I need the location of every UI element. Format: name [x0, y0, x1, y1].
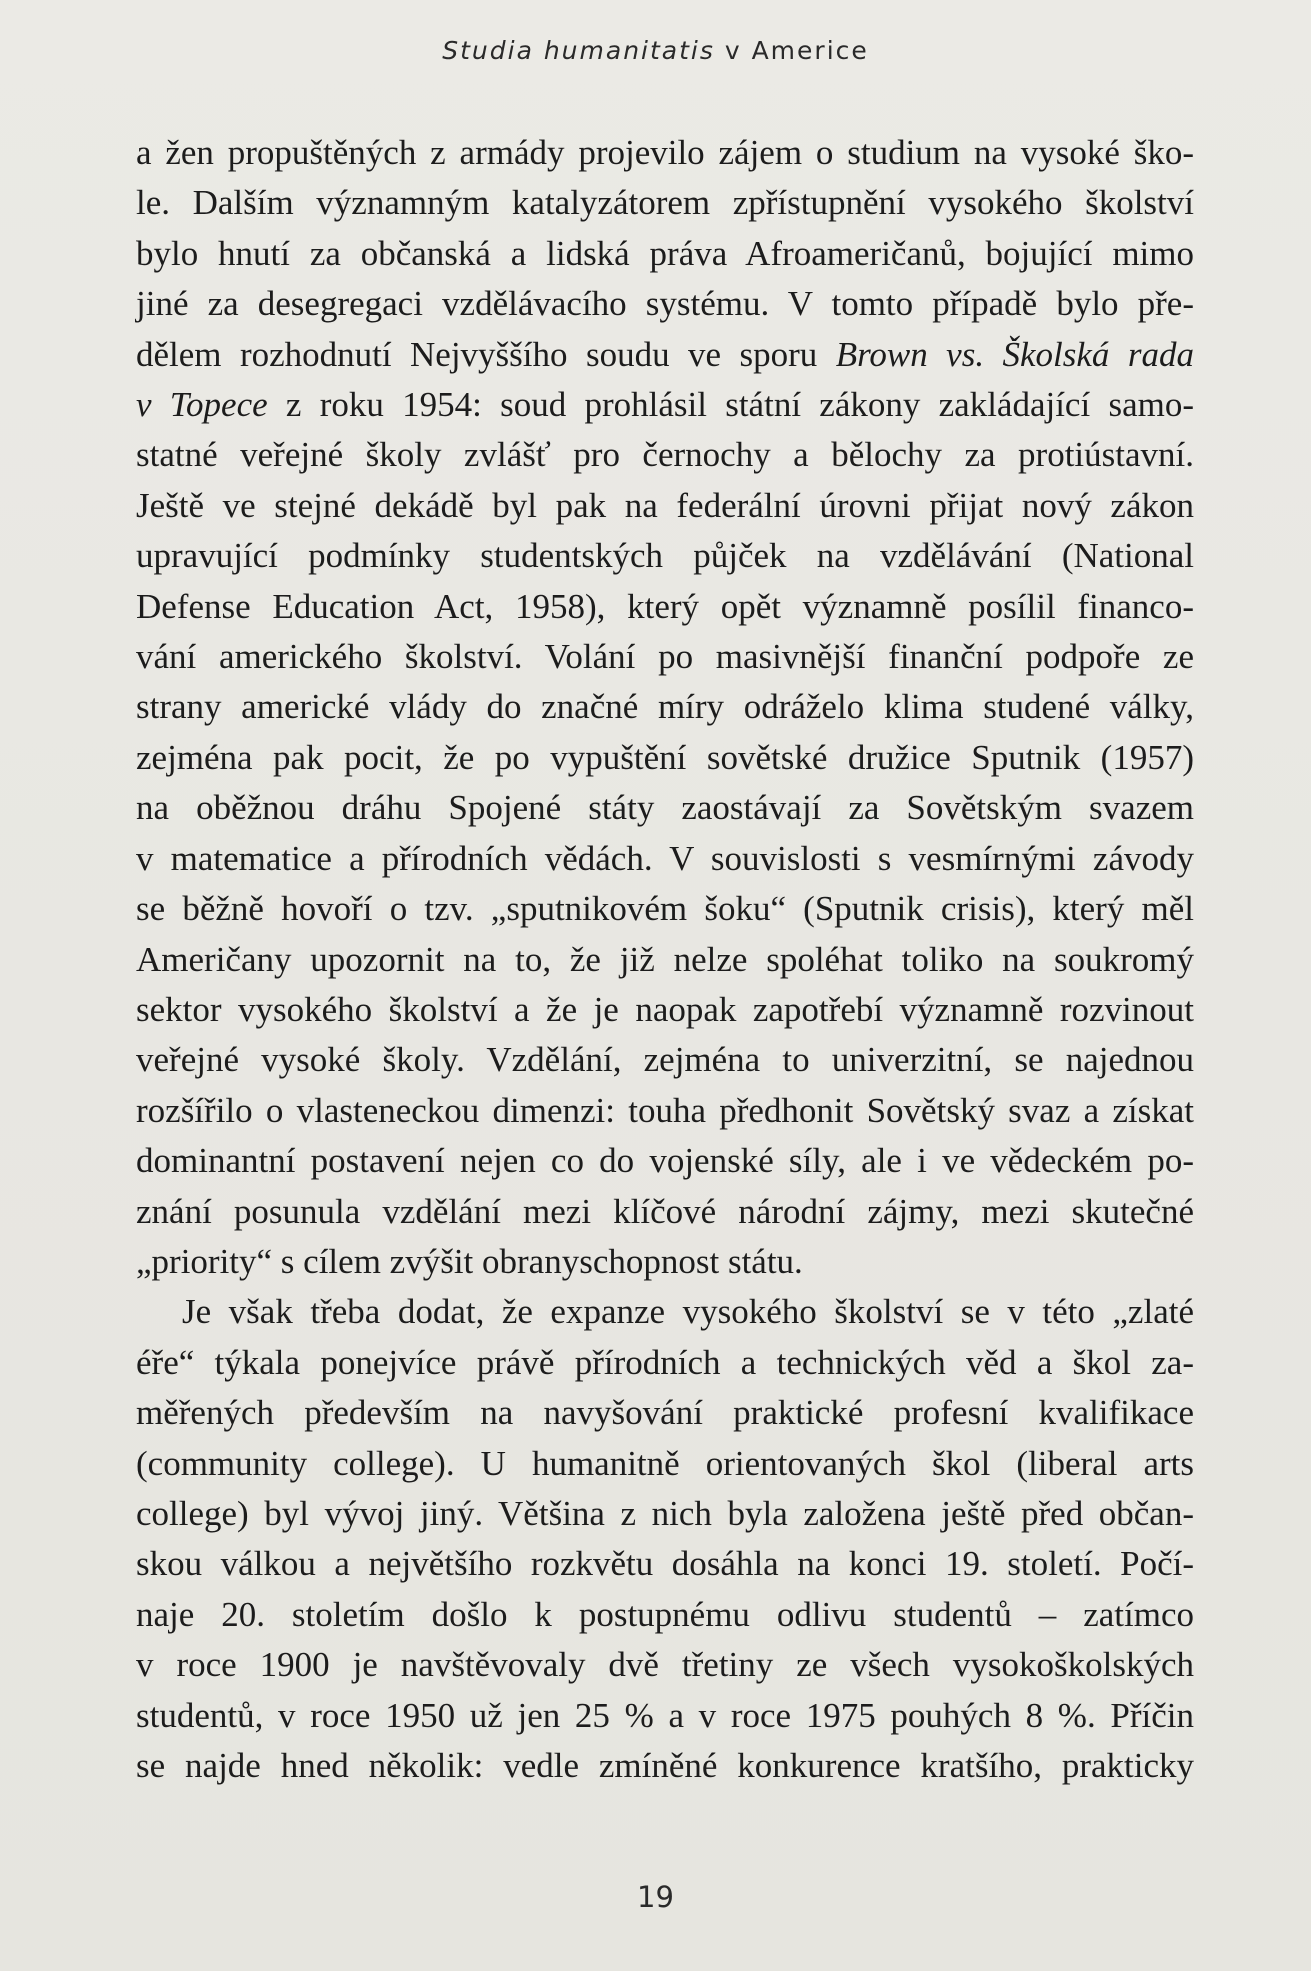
- text-line: vání amerického školství. Volání po masivnější finanční podpoře ze: [136, 637, 1194, 677]
- text-line: bylo hnutí za občanská a lidská práva Afroameričanů, bojující mimo: [136, 233, 1194, 273]
- text-fragment: z roku 1954: soud prohlásil státní zákony zakládající samo-: [267, 385, 1194, 425]
- text-line: měřených především na navyšování praktické profesní kvalifikace: [136, 1393, 1194, 1433]
- running-head-italic: Studia humanitatis: [442, 36, 715, 65]
- text-line: znání posunula vzdělání mezi klíčové národní zájmy, mezi skutečné: [136, 1191, 1194, 1231]
- text-line: zejména pak pocit, že po vypuštění sovětské družice Sputnik (1957): [136, 737, 1194, 777]
- text-line: rozšířilo o vlasteneckou dimenzi: touha předhonit Sovětský svaz a získat: [136, 1090, 1194, 1130]
- running-head-rest: v Americe: [714, 36, 869, 65]
- text-line: naje 20. stoletím došlo k postupnému odlivu studentů – zatímco: [136, 1594, 1194, 1634]
- case-name-italic: Brown vs. Školská rada: [835, 334, 1194, 374]
- text-line: Američany upozornit na to, že již nelze spoléhat toliko na soukromý: [136, 939, 1194, 979]
- paragraph-2: [136, 1287, 1194, 1791]
- text-fragment: dělem rozhodnutí Nejvyššího soudu ve sporu: [136, 334, 836, 374]
- text-line: „priority“ s cílem zvýšit obranyschopnost státu.: [136, 1241, 803, 1281]
- text-line: se najde hned několik: vedle zmíněné konkurence kratšího, prakticky: [136, 1746, 1194, 1785]
- text-line: le. Dalším významným katalyzátorem zpřístupnění vysokého školství: [136, 183, 1194, 223]
- text-line: strany americké vlády do značné míry odráželo klima studené války,: [136, 687, 1194, 727]
- text-line: veřejné vysoké školy. Vzdělání, zejména to univerzitní, se najednou: [136, 1040, 1194, 1080]
- text-line: v matematice a přírodních vědách. V souvislosti s vesmírnými závody: [136, 838, 1194, 878]
- text-line: upravující podmínky studentských půjček na vzdělávání (National: [136, 536, 1194, 576]
- text-line: Defense Education Act, 1958), který opět významně posílil financo-: [136, 586, 1194, 626]
- text-line: éře“ týkala ponejvíce právě přírodních a technických věd a škol za-: [136, 1342, 1194, 1382]
- text-line: college) byl vývoj jiný. Většina z nich byla založena ještě před občan-: [136, 1493, 1194, 1533]
- running-head: [0, 36, 1311, 65]
- text-line: studentů, v roce 1950 už jen 25 % a v roce 1975 pouhých 8 %. Příčin: [136, 1695, 1194, 1735]
- text-line: statné veřejné školy zvlášť pro černochy a bělochy za protiústavní.: [136, 435, 1194, 475]
- paragraph-1: [136, 128, 1194, 1287]
- page-number: 19: [637, 1880, 674, 1914]
- text-line: [136, 380, 1194, 430]
- text-line: v roce 1900 je navštěvovaly dvě třetiny ze všech vysokoškolských: [136, 1645, 1194, 1685]
- text-line: [136, 330, 1194, 380]
- text-line: skou válkou a největšího rozkvětu dosáhla na konci 19. století. Počí-: [136, 1544, 1194, 1584]
- body-text: [136, 128, 1194, 1791]
- text-line: Je však třeba dodat, že expanze vysokého školství se v této „zlaté: [182, 1292, 1194, 1332]
- text-line: jiné za desegregaci vzdělávacího systému. V tomto případě bylo pře-: [136, 284, 1194, 324]
- text-line: dominantní postavení nejen co do vojenské síly, ale i ve vědeckém po-: [136, 1141, 1194, 1181]
- case-name-italic-continued: v Topece: [136, 385, 268, 425]
- text-line: na oběžnou dráhu Spojené státy zaostávají za Sovětským svazem: [136, 788, 1194, 828]
- text-line: a žen propuštěných z armády projevilo zájem o studium na vysoké ško-: [136, 133, 1194, 172]
- text-line: se běžně hovoří o tzv. „sputnikovém šoku“ (Sputnik crisis), který měl: [136, 889, 1194, 929]
- text-line: sektor vysokého školství a že je naopak zapotřebí významně rozvinout: [136, 989, 1194, 1029]
- text-line: Ještě ve stejné dekádě byl pak na federální úrovni přijat nový zákon: [136, 485, 1194, 525]
- text-line: (community college). U humanitně orientovaných škol (liberal arts: [136, 1443, 1194, 1483]
